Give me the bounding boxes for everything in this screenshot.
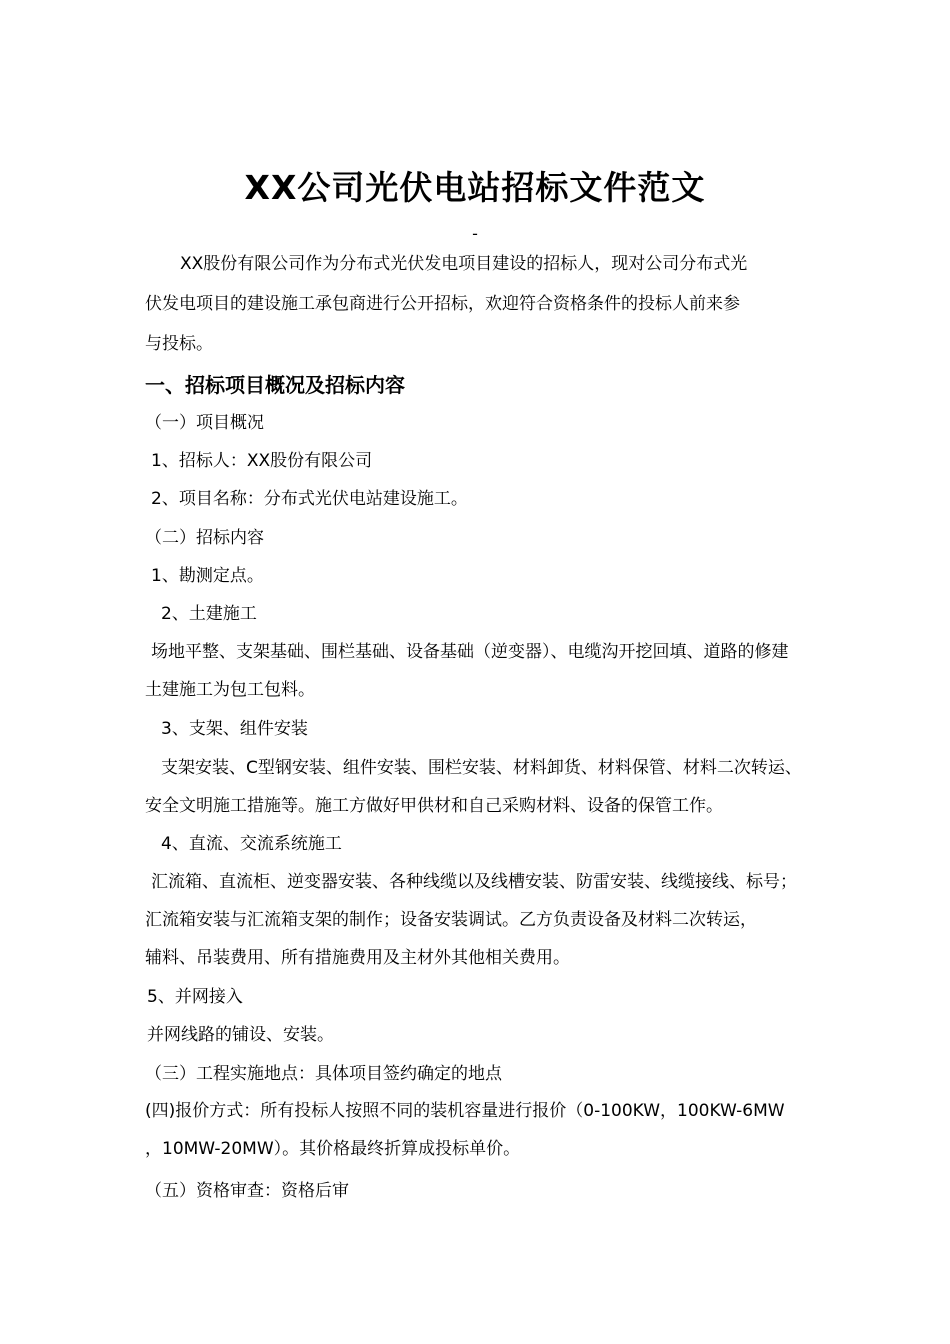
subsection-1: （一）项目概况	[145, 413, 264, 433]
title-separator: -	[472, 224, 478, 243]
subsection-5: （五）资格审查：资格后审	[145, 1181, 349, 1201]
item-survey: 1、勘测定点。	[151, 566, 264, 586]
subsection-3: （三）工程实施地点：具体项目签约确定的地点	[145, 1064, 502, 1084]
subsection-4-line-2: ，10MW-20MW）。其价格最终折算成投标单价。	[145, 1139, 521, 1159]
mounting-body-1: 支架安装、C型钢安装、组件安装、围栏安装、材料卸货、材料保管、材料二次转运、	[161, 758, 802, 778]
item-mounting: 3、支架、组件安装	[161, 719, 308, 739]
item-project-name: 2、项目名称：分布式光伏电站建设施工。	[151, 489, 468, 509]
document-title: XX公司光伏电站招标文件范文	[244, 168, 706, 207]
section-heading-1: 一、招标项目概况及招标内容	[145, 373, 405, 397]
mounting-body-2: 安全文明施工措施等。施工方做好甲供材和自己采购材料、设备的保管工作。	[145, 796, 723, 816]
dc-ac-body-1: 汇流箱、直流柜、逆变器安装、各种线缆以及线槽安装、防雷安装、线缆接线、标号；	[151, 872, 797, 892]
grid-connection-body: 并网线路的铺设、安装。	[147, 1025, 334, 1045]
intro-line-1: XX股份有限公司作为分布式光伏发电项目建设的招标人，现对公司分布式光	[180, 254, 748, 274]
subsection-4-line-1: (四)报价方式：所有投标人按照不同的装机容量进行报价（0-100KW，100KW-6MW	[145, 1101, 785, 1121]
civil-works-body-1: 场地平整、支架基础、围栏基础、设备基础（逆变器）、电缆沟开挖回填、道路的修建	[151, 642, 789, 662]
intro-line-3: 与投标。	[145, 334, 213, 354]
dc-ac-body-2: 汇流箱安装与汇流箱支架的制作；设备安装调试。乙方负责设备及材料二次转运，	[145, 910, 757, 930]
civil-works-body-2: 土建施工为包工包料。	[145, 680, 315, 700]
dc-ac-body-3: 辅料、吊装费用、所有措施费用及主材外其他相关费用。	[145, 948, 570, 968]
subsection-2: （二）招标内容	[145, 528, 264, 548]
item-dc-ac: 4、直流、交流系统施工	[161, 834, 342, 854]
item-grid-connection: 5、并网接入	[147, 987, 243, 1007]
item-civil-works: 2、土建施工	[161, 604, 257, 624]
intro-line-2: 伏发电项目的建设施工承包商进行公开招标，欢迎符合资格条件的投标人前来参	[145, 294, 740, 314]
item-tenderer: 1、招标人：XX股份有限公司	[151, 451, 373, 471]
